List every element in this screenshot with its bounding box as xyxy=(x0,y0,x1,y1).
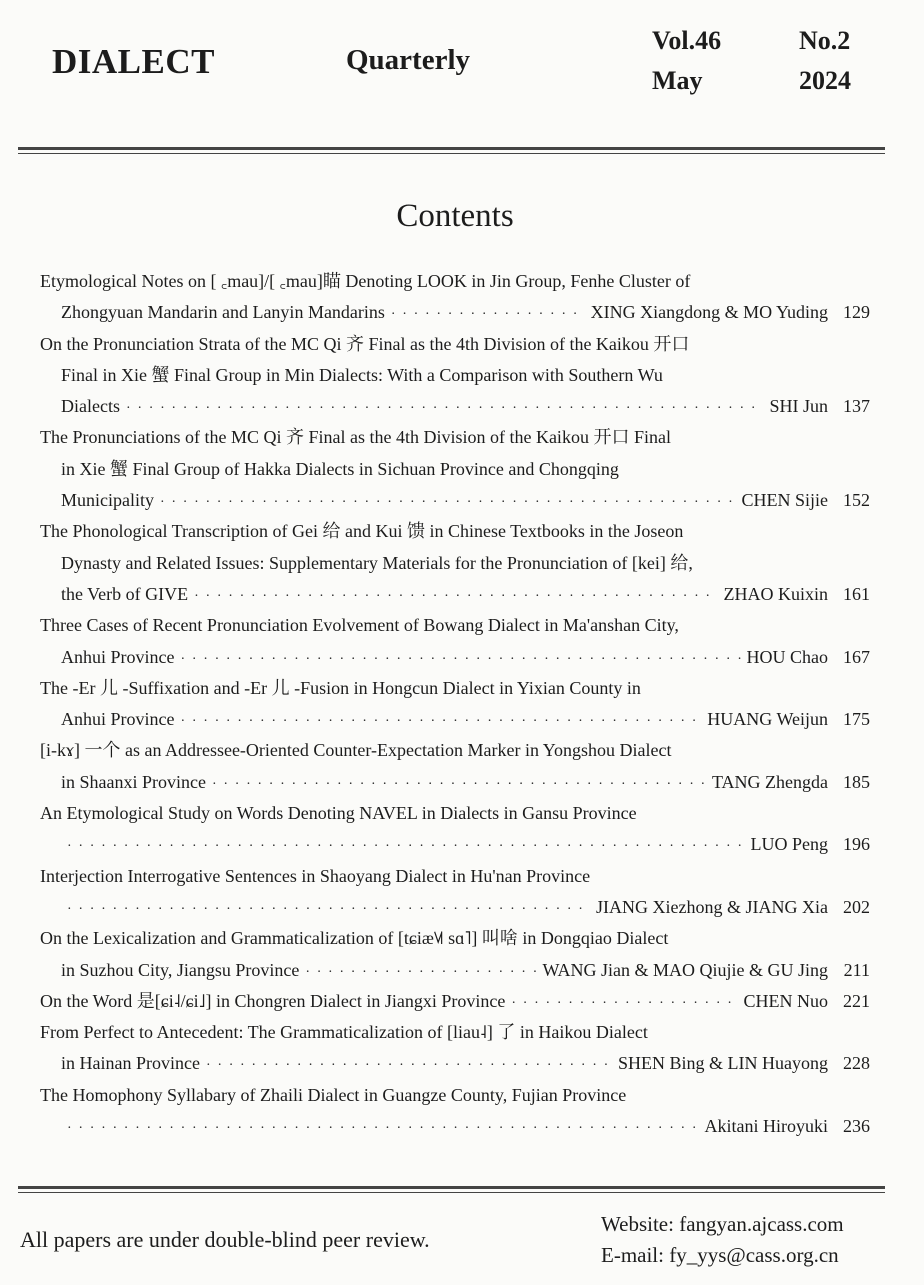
toc-entry-line xyxy=(40,829,870,860)
toc-entry-line xyxy=(40,454,870,485)
toc-entry-line xyxy=(40,548,870,579)
toc-entry[interactable] xyxy=(40,422,870,516)
toc-entry-title: Three Cases of Recent Pronunciation Evolvement of Bowang Dialect in Ma'anshan City, xyxy=(40,615,679,636)
issue-number: No.2 xyxy=(799,26,851,55)
leader-dots xyxy=(511,988,737,1019)
toc-entry-line xyxy=(40,391,870,422)
website-link[interactable]: Website: fangyan.ajcass.com xyxy=(601,1212,844,1236)
toc-entry[interactable] xyxy=(40,923,870,986)
toc-entry-author: JIANG Xiezhong & JIANG Xia xyxy=(596,896,828,917)
toc-entry-author: HOU Chao xyxy=(746,646,828,667)
toc-entry-line xyxy=(40,516,870,547)
toc-entry-page: 236 xyxy=(843,1116,870,1137)
toc-entry-line xyxy=(40,1080,870,1111)
toc-entry-author: ZHAO Kuixin xyxy=(723,583,828,604)
toc-entry-line xyxy=(40,861,870,892)
toc-entry-line xyxy=(40,610,870,641)
toc-entry-author: LUO Peng xyxy=(750,834,828,855)
toc-entry-title: The Pronunciations of the MC Qi 齐 Final as the 4th Division of the Kaikou 开口 Final xyxy=(40,427,671,448)
leader-dots xyxy=(212,769,706,800)
volume-label: Vol.46 xyxy=(652,26,722,55)
journal-frequency: Quarterly xyxy=(346,44,471,76)
toc-entry-line xyxy=(40,798,870,829)
toc-entry-line xyxy=(40,892,870,923)
toc-entry-line xyxy=(40,955,870,986)
toc-entry-title: Interjection Interrogative Sentences in Shaoyang Dialect in Hu'nan Province xyxy=(40,865,591,886)
toc-entry-line xyxy=(40,986,870,1017)
toc-entry-page: 202 xyxy=(843,896,870,917)
toc-entry-page: 167 xyxy=(843,646,870,667)
toc-entry-page: 228 xyxy=(843,1053,870,1074)
toc-entry-title: in Hainan Province xyxy=(61,1053,200,1074)
toc-entry-author: WANG Jian & MAO Qiujie & GU Jing xyxy=(542,959,828,980)
toc-entry-title: Municipality xyxy=(61,490,154,511)
toc-entry-line xyxy=(40,735,870,766)
toc-entry[interactable] xyxy=(40,610,870,673)
toc-entry[interactable] xyxy=(40,1017,870,1080)
toc-entry-line xyxy=(40,266,870,297)
toc-entry-page: 161 xyxy=(843,583,870,604)
toc-entry-title: Etymological Notes on [ ꜀mau]/[ ꜀mau]瞄 Denoting LOOK in Jin Group, Fenhe Cluster of xyxy=(40,271,691,291)
peer-review-note: All papers are under double-blind peer review. xyxy=(20,1227,430,1252)
toc-entry-author: CHEN Nuo xyxy=(743,990,828,1011)
leader-dots xyxy=(305,957,536,988)
table-of-contents xyxy=(40,266,870,1142)
toc-entry-title: Final in Xie 蟹 Final Group in Min Dialects: With a Comparison with Southern Wu xyxy=(61,364,663,385)
toc-entry-title: Anhui Province xyxy=(61,709,175,730)
toc-entry-title: [i-kɤ] 一个 as an Addressee-Oriented Counter-Expectation Marker in Yongshou Dialect xyxy=(40,740,672,761)
toc-entry-page: 211 xyxy=(843,959,870,980)
leader-dots xyxy=(67,1113,699,1144)
toc-entry-title: the Verb of GIVE xyxy=(61,583,189,604)
toc-entry-line xyxy=(40,704,870,735)
toc-entry-line xyxy=(40,642,870,673)
toc-entry-author: SHEN Bing & LIN Huayong xyxy=(618,1053,828,1074)
toc-entry-title: Dialects xyxy=(61,396,120,417)
leader-dots xyxy=(194,581,717,612)
toc-entry-author: Akitani Hiroyuki xyxy=(704,1116,828,1137)
toc-entry-title: The Homophony Syllabary of Zhaili Dialect in Guangze County, Fujian Province xyxy=(40,1084,627,1105)
toc-entry-title: The -Er 儿 -Suffixation and -Er 儿 -Fusion in Hongcun Dialect in Yixian County in xyxy=(40,677,641,698)
contents-heading: Contents xyxy=(396,198,514,234)
toc-entry[interactable] xyxy=(40,735,870,798)
toc-entry-line xyxy=(40,485,870,516)
toc-entry-page: 185 xyxy=(843,771,870,792)
toc-entry[interactable] xyxy=(40,861,870,924)
toc-entry-page: 137 xyxy=(843,396,870,417)
toc-entry-page: 221 xyxy=(843,990,870,1011)
toc-entry-title: Zhongyuan Mandarin and Lanyin Mandarins xyxy=(61,302,385,323)
toc-entry-title: in Shaanxi Province xyxy=(61,771,206,792)
issue-month: May xyxy=(652,66,703,95)
toc-entry-line xyxy=(40,767,870,798)
toc-entry-page: 196 xyxy=(843,834,870,855)
toc-entry-line xyxy=(40,673,870,704)
toc-entry[interactable] xyxy=(40,673,870,736)
toc-entry-author: TANG Zhengda xyxy=(711,771,828,792)
toc-entry-page: 152 xyxy=(843,490,870,511)
toc-entry-title: Dynasty and Related Issues: Supplementary Materials for the Pronunciation of [kei] 给, xyxy=(61,552,693,573)
bottom-divider xyxy=(18,1186,885,1193)
leader-dots xyxy=(180,644,740,675)
toc-entry-title: An Etymological Study on Words Denoting NAVEL in Dialects in Gansu Province xyxy=(40,803,637,824)
toc-entry-line xyxy=(40,1017,870,1048)
toc-entry[interactable] xyxy=(40,986,870,1017)
toc-entry-line xyxy=(40,923,870,954)
toc-entry-line xyxy=(40,579,870,610)
email-link[interactable]: E-mail: fy_yys@cass.org.cn xyxy=(601,1243,839,1267)
toc-entry-line xyxy=(40,297,870,328)
toc-entry-title: From Perfect to Antecedent: The Grammaticalization of [liau˨] 了 in Haikou Dialect xyxy=(40,1022,648,1043)
leader-dots xyxy=(67,831,745,862)
toc-entry-title: Anhui Province xyxy=(61,646,175,667)
toc-entry-line xyxy=(40,1048,870,1079)
issue-year: 2024 xyxy=(799,66,851,95)
leader-dots xyxy=(391,299,585,330)
toc-entry[interactable] xyxy=(40,266,870,329)
toc-entry-title: On the Lexicalization and Grammaticalization of [tɕiæ˥˩˦ sɑ˥] 叫啥 in Dongqiao Dialect xyxy=(40,928,669,949)
toc-entry-author: XING Xiangdong & MO Yuding xyxy=(590,302,828,323)
toc-entry-title: On the Pronunciation Strata of the MC Qi 齐 Final as the 4th Division of the Kaikou 开口 xyxy=(40,333,690,354)
toc-entry-title: On the Word 是[ɕi˨/ɕi˩] in Chongren Dialect in Jiangxi Province xyxy=(40,990,506,1011)
toc-entry-title: The Phonological Transcription of Gei 给 and Kui 馈 in Chinese Textbooks in the Joseon xyxy=(40,521,684,542)
top-divider xyxy=(18,147,885,154)
toc-entry-page: 175 xyxy=(843,709,870,730)
toc-entry[interactable] xyxy=(40,516,870,610)
toc-entry-line xyxy=(40,422,870,453)
toc-entry-title: in Suzhou City, Jiangsu Province xyxy=(61,959,300,980)
toc-entry-line xyxy=(40,360,870,391)
toc-entry-line xyxy=(40,1111,870,1142)
toc-entry-author: SHI Jun xyxy=(769,396,828,417)
toc-entry[interactable] xyxy=(40,1080,870,1143)
leader-dots xyxy=(160,487,735,518)
leader-dots xyxy=(126,393,764,424)
toc-entry-page: 129 xyxy=(843,302,870,323)
leader-dots xyxy=(67,894,590,925)
toc-entry-author: CHEN Sijie xyxy=(741,490,828,511)
leader-dots xyxy=(180,706,701,737)
toc-entry-author: HUANG Weijun xyxy=(707,709,828,730)
journal-title: DIALECT xyxy=(52,42,215,81)
toc-entry[interactable] xyxy=(40,329,870,423)
toc-entry[interactable] xyxy=(40,798,870,861)
leader-dots xyxy=(206,1050,612,1081)
toc-entry-title: in Xie 蟹 Final Group of Hakka Dialects in Sichuan Province and Chongqing xyxy=(61,458,619,479)
toc-entry-line xyxy=(40,329,870,360)
